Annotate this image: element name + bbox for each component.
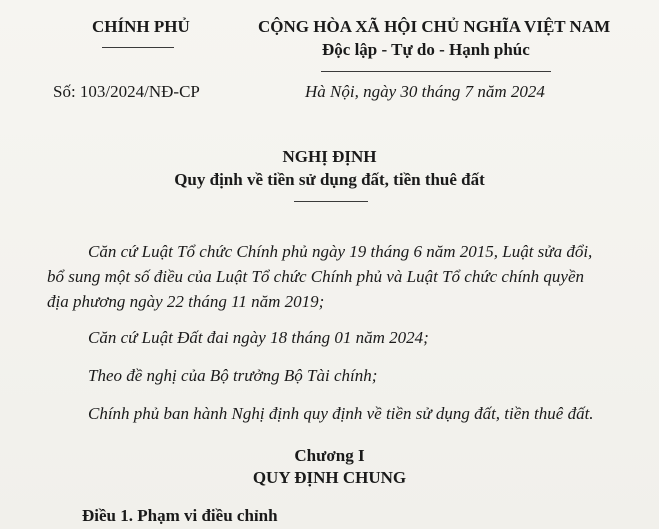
nation-title: CỘNG HÒA XÃ HỘI CHỦ NGHĨA VIỆT NAM bbox=[258, 17, 611, 36]
place-and-date: Hà Nội, ngày 30 tháng 7 năm 2024 bbox=[305, 82, 545, 101]
national-motto: Độc lập - Tự do - Hạnh phúc bbox=[322, 40, 530, 59]
title-underline bbox=[294, 201, 368, 202]
document-number: Số: 103/2024/NĐ-CP bbox=[53, 82, 200, 101]
preamble-line: địa phương ngày 22 tháng 11 năm 2019; bbox=[47, 292, 325, 311]
preamble-line: Căn cứ Luật Tổ chức Chính phủ ngày 19 tháng 6 năm 2015, Luật sửa đổi, bbox=[88, 242, 593, 261]
preamble-line: Theo đề nghị của Bộ trưởng Bộ Tài chính; bbox=[88, 366, 378, 385]
document-type: NGHỊ ĐỊNH bbox=[282, 147, 377, 166]
motto-underline bbox=[321, 71, 551, 72]
article-heading: Điều 1. Phạm vi điều chỉnh bbox=[82, 506, 278, 525]
document-subject: Quy định về tiền sử dụng đất, tiền thuê đất bbox=[174, 170, 485, 189]
chapter-title: QUY ĐỊNH CHUNG bbox=[252, 468, 407, 487]
chapter-label: Chương I bbox=[294, 446, 365, 465]
issuer-underline bbox=[102, 47, 174, 48]
issuer-name: CHÍNH PHỦ bbox=[92, 17, 190, 36]
preamble-line: bổ sung một số điều của Luật Tổ chức Chính phủ và Luật Tổ chức chính quyền bbox=[47, 267, 585, 286]
preamble-line: Chính phủ ban hành Nghị định quy định về tiền sử dụng đất, tiền thuê đất. bbox=[88, 404, 594, 423]
preamble-line: Căn cứ Luật Đất đai ngày 18 tháng 01 năm 2024; bbox=[88, 328, 429, 347]
